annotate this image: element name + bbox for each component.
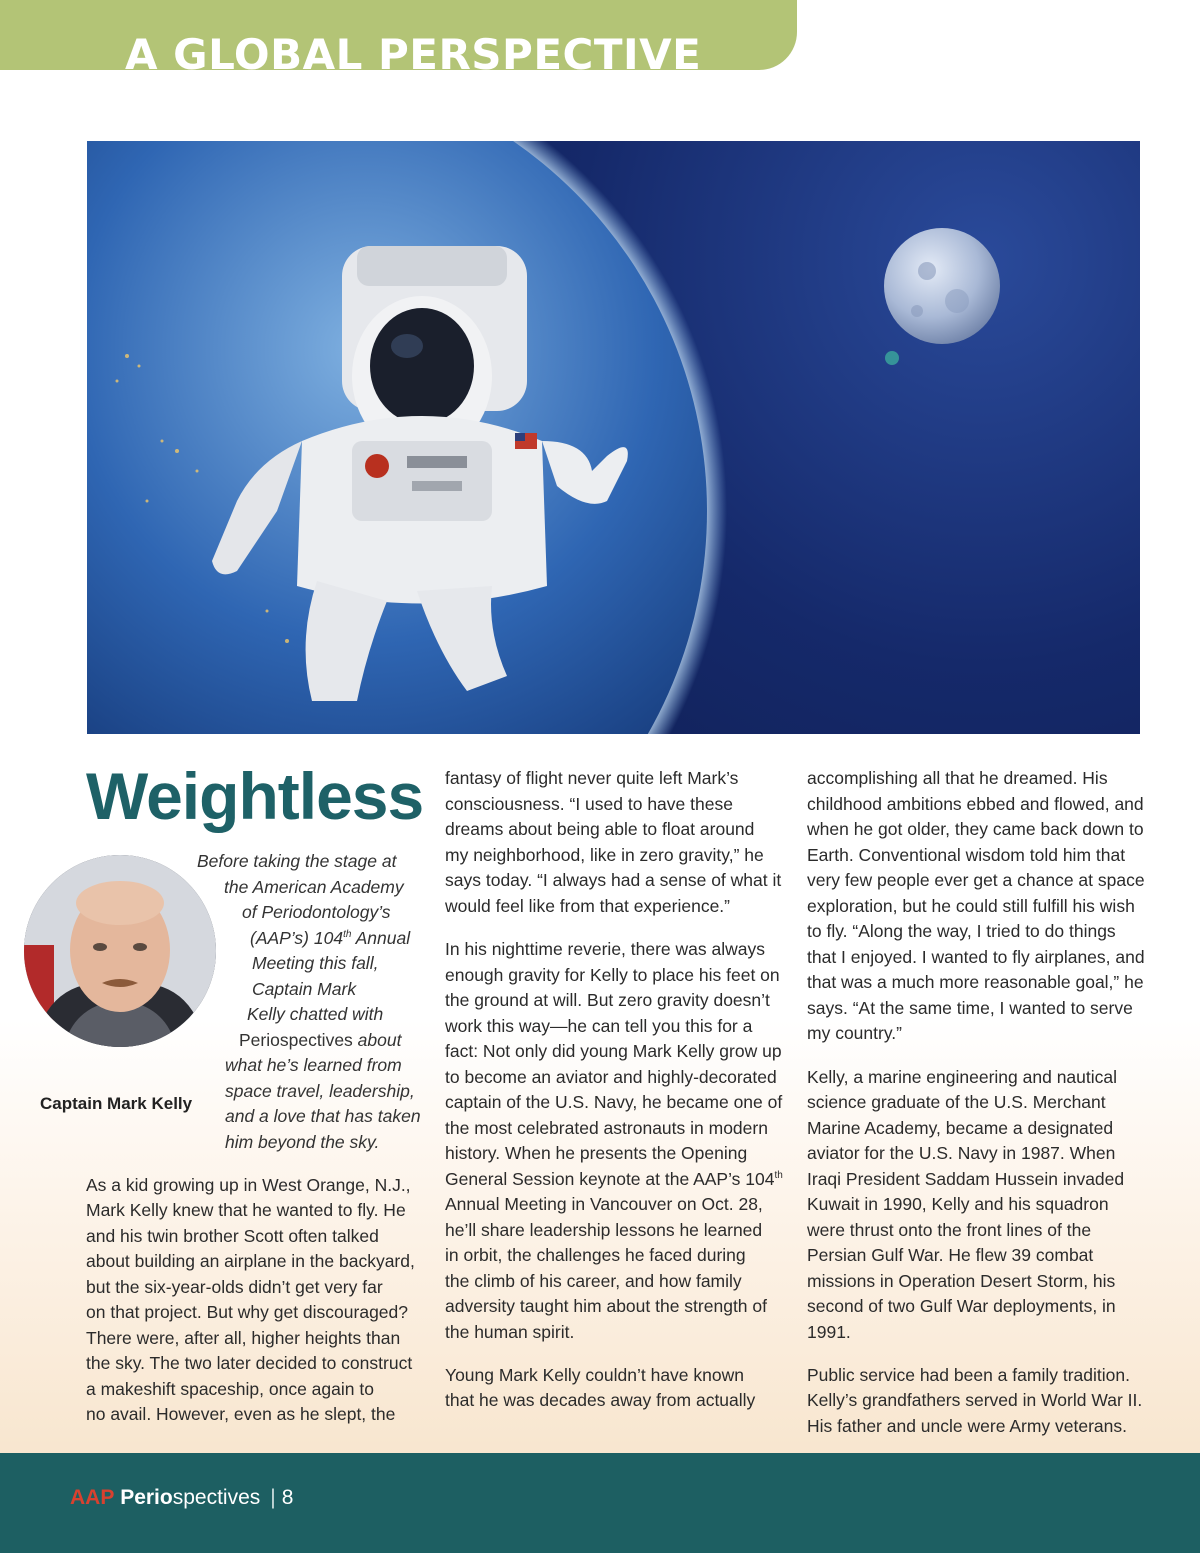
intro-text: (AAP’s) 104 <box>250 928 344 948</box>
body-line: fact: Not only did young Mark Kelly grow up <box>445 1041 782 1061</box>
intro-text: Annual <box>351 928 411 948</box>
body-line: work this way—he can tell you this for a <box>445 1016 753 1036</box>
hero-image-astronaut <box>87 141 1140 734</box>
intro-line: Meeting this fall, <box>252 953 379 973</box>
intro-line: him beyond the sky. <box>225 1132 380 1152</box>
body-line: very few people ever get a chance at space <box>807 870 1145 890</box>
body-line: the human spirit. <box>445 1322 575 1342</box>
magazine-name: Periospectives <box>239 1030 353 1050</box>
intro-line: the American Academy <box>224 877 404 897</box>
body-line: but the six-year-olds didn’t get very far <box>86 1277 383 1297</box>
page-number: 8 <box>281 1486 294 1509</box>
body-line: history. When he presents the Opening <box>445 1143 748 1163</box>
body-line: that I enjoyed. I wanted to fly airplanes, and <box>807 947 1145 967</box>
ordinal-suffix: th <box>774 1170 783 1182</box>
intro-text: about <box>352 1030 402 1050</box>
body-line: that was a much more reasonable goal,” he <box>807 972 1144 992</box>
body-line: to become an aviator and highly-decorated <box>445 1067 777 1087</box>
body-line: Earth. Conventional wisdom told him that <box>807 845 1126 865</box>
portrait-illustration <box>24 855 216 1047</box>
footer-separator: | <box>270 1486 276 1509</box>
portrait-photo <box>24 855 216 1047</box>
footer-magazine-bold: Perio <box>120 1486 173 1509</box>
body-line <box>445 1169 783 1190</box>
body-line: missions in Operation Desert Storm, his <box>807 1271 1116 1291</box>
body-line: exploration, but he could still fulfill his wish <box>807 896 1135 916</box>
moon <box>884 228 1000 344</box>
ordinal-suffix: th <box>343 929 352 941</box>
body-line: says today. “I always had a sense of what it <box>445 870 782 890</box>
body-line: science graduate of the U.S. Merchant <box>807 1092 1106 1112</box>
body-line: says. “At the same time, I wanted to serve <box>807 998 1133 1018</box>
body-line: Annual Meeting in Vancouver on Oct. 28, <box>445 1194 763 1214</box>
body-line: Iraqi President Saddam Hussein invaded <box>807 1169 1125 1189</box>
body-line: the ground at will. But zero gravity doesn’t <box>445 990 770 1010</box>
body-line: that he was decades away from actually <box>445 1390 756 1410</box>
body-line: my country.” <box>807 1023 902 1043</box>
intro-line: what he’s learned from <box>225 1055 402 1075</box>
body-line: Mark Kelly knew that he wanted to fly. He <box>86 1200 406 1220</box>
body-line: about building an airplane in the backyard, <box>86 1251 415 1271</box>
intro-line: Kelly chatted with <box>247 1004 384 1024</box>
body-line: Young Mark Kelly couldn’t have known <box>445 1365 744 1385</box>
body-line: Persian Gulf War. He flew 39 combat <box>807 1245 1094 1265</box>
body-line: and his twin brother Scott often talked <box>86 1226 379 1246</box>
body-line: on that project. But why get discouraged? <box>86 1302 409 1322</box>
footer-credit <box>70 1486 293 1510</box>
body-line: no avail. However, even as he slept, the <box>86 1404 396 1424</box>
body-line: my neighborhood, like in zero gravity,” he <box>445 845 764 865</box>
body-line: accomplishing all that he dreamed. His <box>807 768 1108 788</box>
body-line: adversity taught him about the strength of <box>445 1296 767 1316</box>
body-line: Kuwait in 1990, Kelly and his squadron <box>807 1194 1109 1214</box>
body-line: the climb of his career, and how family <box>445 1271 742 1291</box>
intro-line: Captain Mark <box>252 979 357 999</box>
body-line: he’ll share leadership lessons he learned <box>445 1220 763 1240</box>
intro-line: and a love that has taken <box>225 1106 421 1126</box>
section-title: A GLOBAL PERSPECTIVE <box>125 30 702 70</box>
body-line: the most celebrated astronauts in modern <box>445 1118 768 1138</box>
body-line: in orbit, the challenges he faced during <box>445 1245 746 1265</box>
body-line: aviator for the U.S. Navy in 1987. When <box>807 1143 1116 1163</box>
body-line: the sky. The two later decided to construct <box>86 1353 413 1373</box>
body-line: fantasy of flight never quite left Mark’s <box>445 768 739 788</box>
body-line: Marine Academy, became a designated <box>807 1118 1114 1138</box>
footer-brand: AAP <box>70 1486 115 1509</box>
distant-planet <box>885 351 899 365</box>
body-line: His father and uncle were Army veterans. <box>807 1416 1128 1436</box>
intro-line: of Periodontology’s <box>242 902 391 922</box>
body-line: a makeshift spaceship, once again to <box>86 1379 374 1399</box>
body-line: enough gravity for Kelly to place his feet on <box>445 965 780 985</box>
body-line: were thrust onto the front lines of the <box>807 1220 1092 1240</box>
body-line: childhood ambitions ebbed and flowed, and <box>807 794 1144 814</box>
intro-line: space travel, leadership, <box>225 1081 415 1101</box>
body-line: when he got older, they came back down to <box>807 819 1144 839</box>
intro-line <box>239 1030 401 1051</box>
body-line: Kelly, a marine engineering and nautical <box>807 1067 1118 1087</box>
astronaut-illustration <box>87 141 1140 734</box>
body-line: dreams about being able to float around <box>445 819 755 839</box>
footer-magazine-rest: spectives <box>172 1486 261 1509</box>
body-text: General Session keynote at the AAP’s 104 <box>445 1169 775 1189</box>
body-line: to fly. “Along the way, I tried to do things <box>807 921 1116 941</box>
body-line: would feel like from that experience.” <box>445 896 730 916</box>
body-line: There were, after all, higher heights than <box>86 1328 401 1348</box>
body-line: captain of the U.S. Navy, he became one of <box>445 1092 783 1112</box>
body-line: consciousness. “I used to have these <box>445 794 733 814</box>
body-line: Public service had been a family tradition. <box>807 1365 1130 1385</box>
body-line: second of two Gulf War deployments, in <box>807 1296 1116 1316</box>
photo-caption: Captain Mark Kelly <box>40 1094 193 1113</box>
intro-line: Before taking the stage at <box>197 851 397 871</box>
section-tab <box>0 0 797 70</box>
article-headline: Weightless <box>86 759 424 833</box>
body-line: 1991. <box>807 1322 851 1342</box>
body-line: As a kid growing up in West Orange, N.J., <box>86 1175 411 1195</box>
body-line: Kelly’s grandfathers served in World War II. <box>807 1390 1143 1410</box>
intro-line <box>250 928 410 949</box>
body-line: In his nighttime reverie, there was always <box>445 939 765 959</box>
